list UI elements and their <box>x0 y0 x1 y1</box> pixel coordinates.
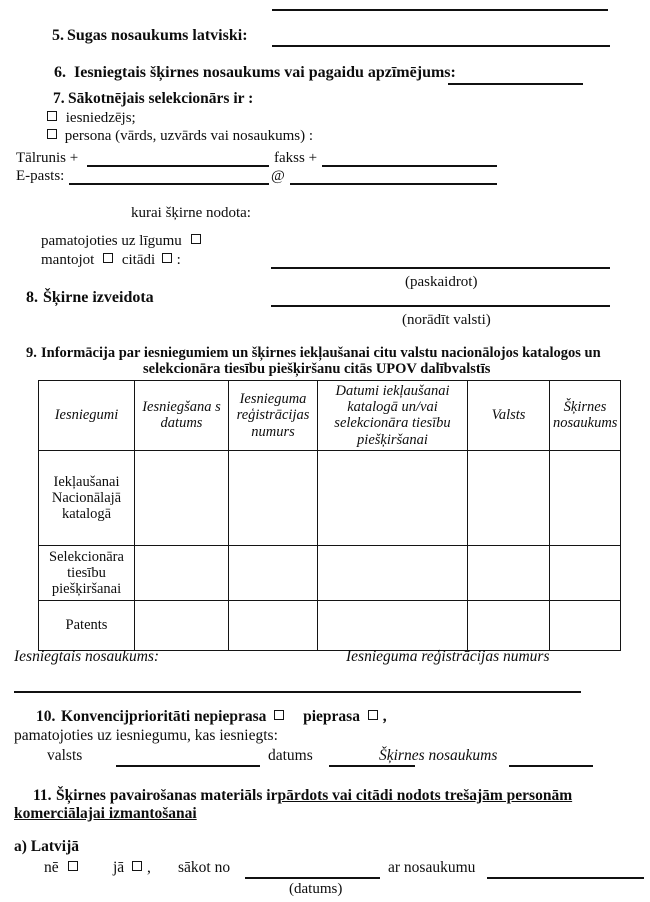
basis-contract-label: pamatojoties uz līgumu <box>41 233 182 249</box>
table-cell[interactable] <box>229 600 318 650</box>
section-7-option-applicant-label: iesniedzējs; <box>65 110 136 126</box>
email-label: E-pasts: <box>16 168 65 184</box>
checkbox-icon[interactable] <box>68 861 78 871</box>
applications-table <box>38 380 621 651</box>
table-cell[interactable] <box>550 600 621 650</box>
table-cell[interactable] <box>135 450 229 545</box>
table-cell[interactable] <box>318 600 468 650</box>
section-7-number: 7. <box>53 90 65 107</box>
column-header-variety-name: Šķirnes nosaukums <box>550 381 621 451</box>
table-header-row <box>39 381 621 451</box>
checkbox-icon[interactable] <box>274 710 284 720</box>
email-at-symbol: @ <box>271 168 285 184</box>
basis-inherit-label: mantojot <box>41 252 95 268</box>
column-header-dates: Datumi iekļaušanai katalogā un/vai selekcionāra tiesību piešķiršanai <box>318 381 468 451</box>
section-10-basis-line: pamatojoties uz iesniegumu, kas iesniegts: <box>14 727 278 744</box>
section-7-option-person-label: persona (vārds, uzvārds vai nosaukums) : <box>64 128 314 144</box>
section-7-option-person[interactable] <box>46 128 313 145</box>
header-top-rule <box>272 9 608 11</box>
checkbox-icon[interactable] <box>47 111 57 121</box>
checkbox-icon[interactable] <box>368 710 378 720</box>
section-8-country-hint: (norādīt valsti) <box>402 312 491 328</box>
section-10-date-input-line[interactable] <box>329 765 415 767</box>
section-11-number: 11. <box>33 787 52 804</box>
basis-other-colon: : <box>176 252 181 268</box>
table-cell[interactable] <box>229 545 318 600</box>
checkbox-icon[interactable] <box>132 861 142 871</box>
section-11-underlined-part-1: pārdots vai citādi nodots trešajām personām <box>277 787 573 804</box>
column-header-registration-number: Iesnieguma reģistrācijas numurs <box>229 381 318 451</box>
checkbox-icon[interactable] <box>47 129 57 139</box>
table-cell[interactable] <box>229 450 318 545</box>
table-cell[interactable] <box>550 545 621 600</box>
section-11-lead-label: Šķirnes pavairošanas materiāls ir <box>56 787 278 804</box>
section-10-comma: , <box>382 708 387 725</box>
table-cell[interactable] <box>318 450 468 545</box>
section-11-item-a: a) Latvijā <box>14 838 80 855</box>
section-6-input-line[interactable] <box>448 83 583 85</box>
checkbox-icon[interactable] <box>103 253 113 263</box>
section-11-name-input-line[interactable] <box>487 877 644 879</box>
phone-input-line[interactable] <box>87 165 269 167</box>
section-10-label: Konvencijprioritāti nepieprasa <box>61 708 267 725</box>
section-7-label: Sākotnējais selekcionārs ir : <box>68 90 254 107</box>
table-cell[interactable] <box>550 450 621 545</box>
table-cell[interactable] <box>135 600 229 650</box>
email-user-input-line[interactable] <box>69 183 269 185</box>
checkbox-icon[interactable] <box>162 253 172 263</box>
row-label-national-catalogue: Iekļaušanai Nacionālajā katalogā <box>39 450 135 545</box>
section-10-variety-name-label: Šķirnes nosaukums <box>379 747 498 764</box>
section-11-underlined-part-2: komerciālajai izmantošanai <box>14 805 197 822</box>
section-11-yes-comma: , <box>146 859 151 876</box>
section-10-country-input-line[interactable] <box>116 765 260 767</box>
section-5-number: 5. <box>52 27 64 44</box>
table-cell[interactable] <box>135 545 229 600</box>
section-11-yes-option[interactable] <box>113 859 151 877</box>
section-9-heading-line-2: selekcionāra tiesību piešķiršanu citās UPOV dalībvalstīs <box>143 361 491 377</box>
section-11-lead-text <box>56 787 572 805</box>
section-5-input-line[interactable] <box>272 45 610 47</box>
section-10-options[interactable] <box>61 708 387 726</box>
basis-contract-option[interactable] <box>41 233 202 250</box>
fax-input-line[interactable] <box>322 165 497 167</box>
section-10-variety-name-input-line[interactable] <box>509 765 593 767</box>
column-header-country: Valsts <box>468 381 550 451</box>
section-8-number: 8. <box>26 289 38 306</box>
section-11-no-option[interactable] <box>44 859 79 877</box>
section-8-explain-line[interactable] <box>271 267 610 269</box>
table-cell[interactable] <box>468 600 550 650</box>
section-10-country-label: valsts <box>47 747 83 764</box>
row-label-patent: Patents <box>39 600 135 650</box>
submitted-name-label: Iesniegtais nosaukums: <box>14 648 160 665</box>
section-11-from-label: sākot no <box>178 859 231 876</box>
phone-label: Tālrunis + <box>16 150 79 166</box>
basis-other-label: citādi <box>121 252 156 268</box>
section-10-number: 10. <box>36 708 56 725</box>
section-8-explain-hint: (paskaidrot) <box>405 274 478 290</box>
table-row <box>39 600 621 650</box>
transferred-to-label: kurai šķirne nodota: <box>131 205 251 221</box>
section-7-option-applicant[interactable] <box>46 110 136 127</box>
section-11-date-input-line[interactable] <box>245 877 380 879</box>
section-9-heading-line-1: Informācija par iesniegumiem un šķirnes iekļaušanai citu valstu nacionālojos katalogos un <box>41 345 601 361</box>
section-9-footer-rule <box>14 691 581 693</box>
table-row <box>39 545 621 600</box>
table-cell[interactable] <box>468 450 550 545</box>
section-8-label: Šķirne izveidota <box>43 289 154 306</box>
table-cell[interactable] <box>318 545 468 600</box>
section-11-with-name-label: ar nosaukumu <box>388 859 476 876</box>
section-6-label: Iesniegtais šķirnes nosaukums vai pagaidu apzīmējums: <box>74 64 456 81</box>
section-11-no-label: nē <box>44 859 59 876</box>
section-9-number: 9. <box>26 345 37 361</box>
section-5-label: Sugas nosaukums latviski: <box>67 27 248 44</box>
table-row <box>39 450 621 545</box>
basis-inherit-other-options[interactable] <box>41 252 181 269</box>
column-header-applications: Iesniegumi <box>39 381 135 451</box>
column-header-submission-date: Iesniegšana s datums <box>135 381 229 451</box>
email-domain-input-line[interactable] <box>290 183 497 185</box>
section-6-number: 6. <box>54 64 66 81</box>
checkbox-icon[interactable] <box>191 234 201 244</box>
section-10-date-label: datums <box>268 747 313 764</box>
row-label-breeders-rights: Selekcionāra tiesību piešķiršanai <box>39 545 135 600</box>
section-11-yes-label: jā <box>113 859 125 876</box>
table-cell[interactable] <box>468 545 550 600</box>
section-11-date-hint: (datums) <box>289 881 343 897</box>
application-registration-number-label: Iesnieguma reģistrācijas numurs <box>346 648 550 665</box>
section-10-option-requested: pieprasa <box>303 708 360 725</box>
section-8-country-line[interactable] <box>271 305 610 307</box>
fax-label: fakss + <box>274 150 318 166</box>
